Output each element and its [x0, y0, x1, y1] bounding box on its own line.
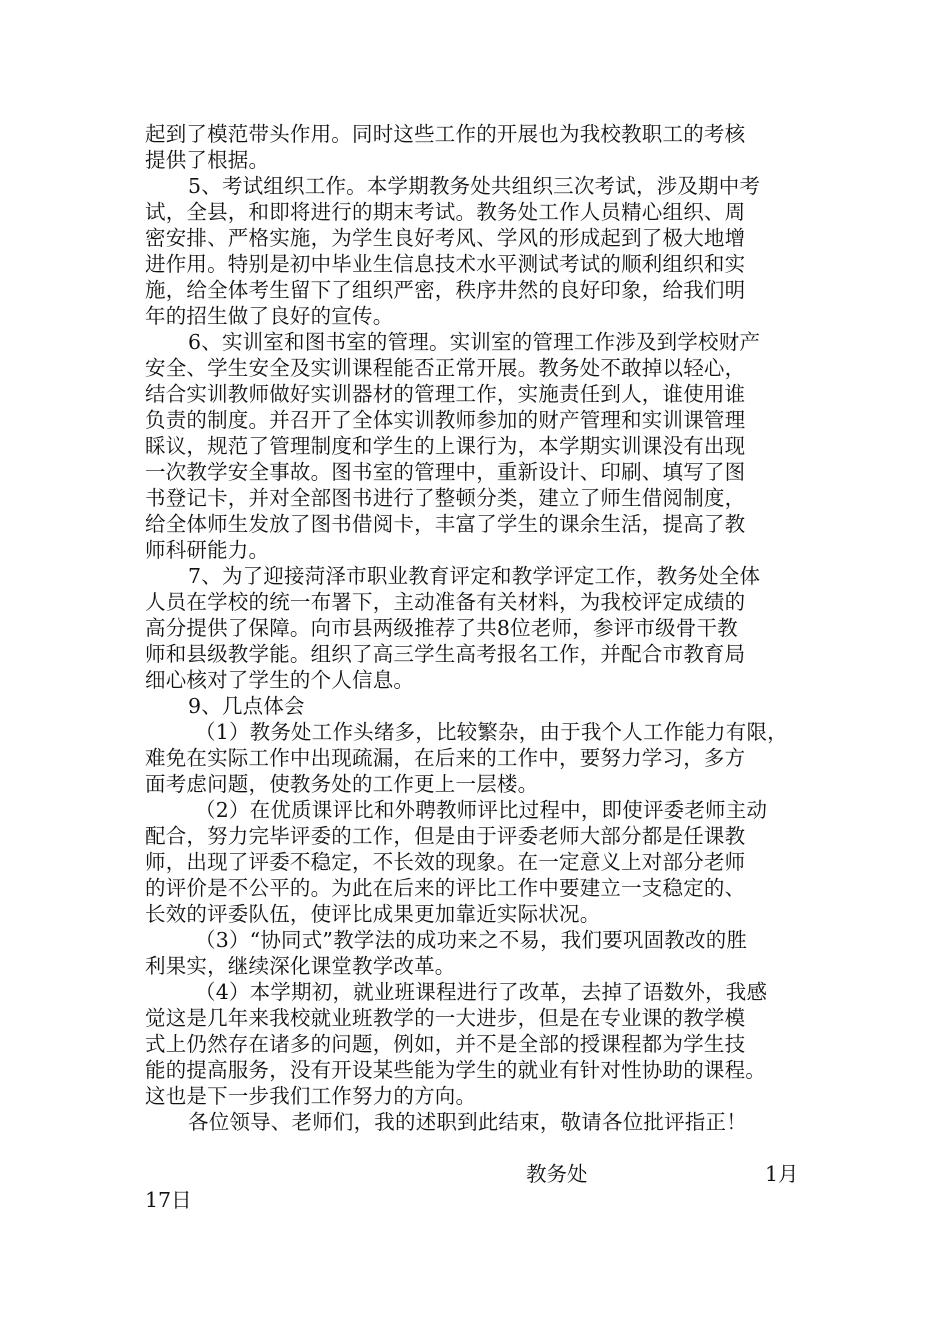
text-line: 面考虑问题，使教务处的工作更上一层楼。 — [145, 772, 539, 796]
text-line: 的评价是不公平的。为此在后来的评比工作中要建立一支稳定的、 — [145, 876, 746, 900]
text-line: 5、考试组织工作。本学期教务处共组织三次考试，涉及期中考 — [188, 174, 761, 198]
text-line: 师和县级教学能。组织了高三学生高考报名工作，并配合市教育局 — [145, 642, 746, 666]
text-line: 起到了模范带头作用。同时这些工作的开展也为我校教职工的考核 — [145, 122, 746, 146]
text-line: 6、实训室和图书室的管理。实训室的管理工作涉及到学校财产 — [188, 330, 761, 354]
text-line: （1）教务处工作头绪多，比较繁杂，由于我个人工作能力有限， — [195, 720, 788, 744]
paragraph-lines — [145, 121, 813, 1135]
text-line: 安全、学生安全及实训课程能否正常开展。教务处不敢掉以轻心， — [145, 356, 746, 380]
text-line: 密安排、严格实施，为学生良好考风、学风的形成起到了极大地增 — [145, 226, 746, 250]
text-line: （4）本学期初，就业班课程进行了改革，去掉了语数外，我感 — [195, 980, 768, 1004]
signature-office: 教务处 — [526, 1162, 588, 1186]
text-line: 进作用。特别是初中毕业生信息技术水平测试考试的顺利组织和实 — [145, 252, 746, 276]
text-line: 这也是下一步我们工作努力的方向。 — [145, 1084, 477, 1108]
text-line: 觉这是几年来我校就业班教学的一大进步，但是在专业课的教学模 — [145, 1006, 746, 1030]
text-line: 各位领导、老师们，我的述职到此结束，敬请各位批评指正！ — [188, 1110, 747, 1134]
text-line: 一次教学安全事故。图书室的管理中，重新设计、印刷、填写了图 — [145, 460, 746, 484]
text-line: 书登记卡，并对全部图书进行了整顿分类，建立了师生借阅制度， — [145, 486, 746, 510]
text-line: 7、为了迎接菏泽市职业教育评定和教学评定工作，教务处全体 — [188, 564, 761, 588]
text-line: 试，全县，和即将进行的期末考试。教务处工作人员精心组织、周 — [145, 200, 746, 224]
signature-month: 1月 — [765, 1162, 799, 1186]
text-line: 结合实训教师做好实训器材的管理工作，实施责任到人，谁使用谁 — [145, 382, 746, 406]
text-line: 提供了根据。 — [145, 148, 270, 172]
text-line: 能的提高服务，没有开设某些能为学生的就业有针对性协助的课程。 — [145, 1058, 766, 1082]
text-line: 施，给全体考生留下了组织严密，秩序井然的良好印象，给我们明 — [145, 278, 746, 302]
text-line: 配合，努力完毕评委的工作，但是由于评委老师大部分都是任课教 — [145, 824, 746, 848]
signature-day-line — [145, 1187, 813, 1213]
text-line: 负责的制度。并召开了全体实训教师参加的财产管理和实训课管理 — [145, 408, 746, 432]
text-line: 难免在实际工作中出现疏漏，在后来的工作中，要努力学习，多方 — [145, 746, 746, 770]
signature-day: 17日 — [145, 1188, 192, 1212]
text-line: 年的招生做了良好的宣传。 — [145, 304, 394, 328]
text-line: 睬议，规范了管理制度和学生的上课行为，本学期实训课没有出现 — [145, 434, 746, 458]
blank-line — [145, 1135, 813, 1161]
text-line: 师，出现了评委不稳定，不长效的现象。在一定意义上对部分老师 — [145, 850, 746, 874]
text-line: 师科研能力。 — [145, 538, 270, 562]
text-line: 给全体师生发放了图书借阅卡，丰富了学生的课余生活，提高了教 — [145, 512, 746, 536]
text-line: （2）在优质课评比和外聘教师评比过程中，即使评委老师主动 — [195, 798, 768, 822]
text-line: 人员在学校的统一布署下，主动准备有关材料，为我校评定成绩的 — [145, 590, 746, 614]
document-body — [145, 121, 813, 1213]
signature-line — [145, 1161, 813, 1187]
text-line: 9、几点体会 — [188, 694, 305, 718]
text-line: （3）“协同式”教学法的成功来之不易，我们要巩固教改的胜 — [195, 928, 748, 952]
text-line: 长效的评委队伍，使评比成果更加靠近实际状况。 — [145, 902, 601, 926]
text-line: 利果实，继续深化课堂教学改革。 — [145, 954, 456, 978]
text-line: 高分提供了保障。向市县两级推荐了共8位老师，参评市级骨干教 — [145, 616, 738, 640]
text-line: 式上仍然存在诸多的问题，例如，并不是全部的授课程都为学生技 — [145, 1032, 746, 1056]
text-line: 细心核对了学生的个人信息。 — [145, 668, 415, 692]
